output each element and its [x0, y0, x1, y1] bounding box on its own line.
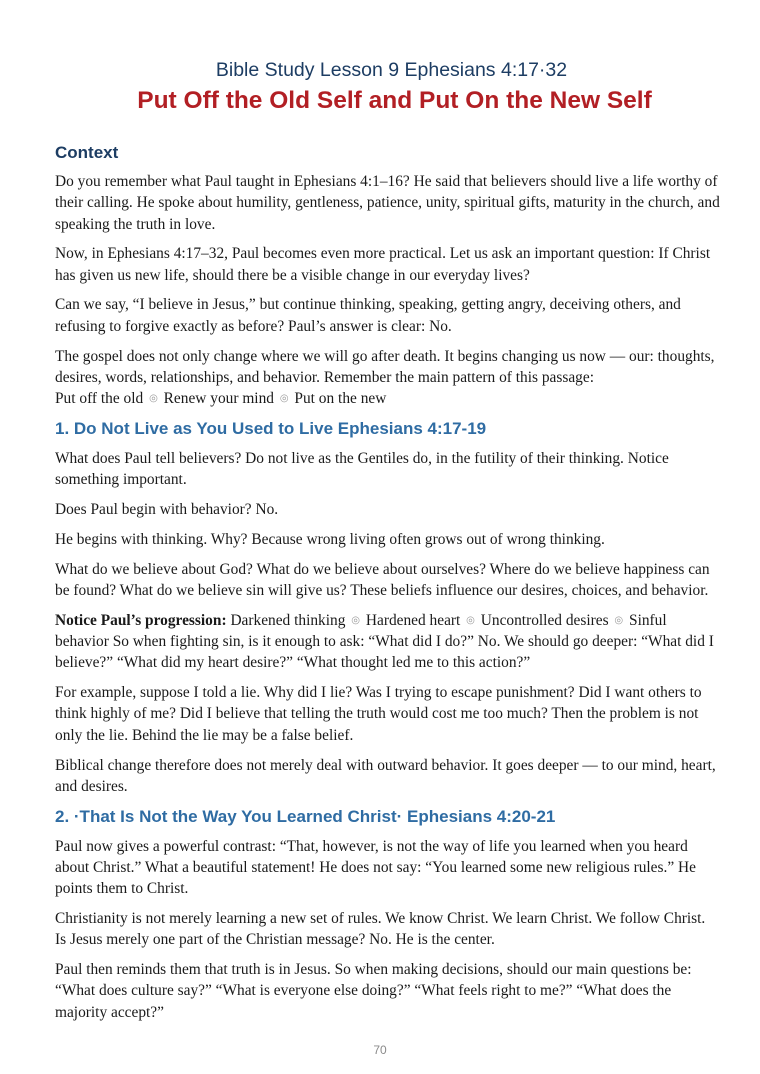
- context-paragraph-2: Now, in Ephesians 4:17–32, Paul becomes even more practical. Let us ask an important question: If Christ has given us new life, should there be a visible change in our everyday lives?: [55, 245, 711, 284]
- pattern-item-2: Renew your mind: [163, 390, 274, 408]
- section-1-paragraph-6: Biblical change therefore does not merely deal with outward behavior. It goes deeper — to our mind, heart, and desires.: [55, 756, 716, 795]
- section-1-heading: 1. Do Not Live as You Used to Live Ephesians 4:17-19: [55, 418, 487, 438]
- bullet-circle-icon: ◎: [149, 393, 158, 405]
- section-1-paragraph-1: What does Paul tell believers? Do not live as the Gentiles do, in the futility of their thinking. Notice something important.: [55, 449, 669, 489]
- section-1-paragraph-4: What do we believe about God? What do we believe about ourselves? Where do we believe happiness can be found? What do we believe sin will give us? These beliefs influence our desires, choices, and behavior.: [55, 560, 710, 599]
- section-1-paragraph-3: He begins with thinking. Why? Because wrong living often grows out of wrong thinking.: [55, 530, 605, 548]
- progression-step-2: Hardened heart: [365, 611, 461, 629]
- section-2-paragraph-2: Christianity is not merely learning a new set of rules. We know Christ. We learn Christ. We follow Christ. Is Jesus merely one part of the Christian message? No. He is the center.: [55, 910, 706, 949]
- section-1-paragraph-2: Does Paul begin with behavior? No.: [55, 501, 279, 519]
- page-number: 70: [373, 1043, 387, 1057]
- section-1-paragraph-5: For example, suppose I told a lie. Why did I lie? Was I trying to escape punishment? Did I want others to think highly of me? Did I believe that telling the truth would cost me too much? Then the problem is not only the lie. Behind the lie may be a false belief.: [55, 684, 702, 744]
- progression-label: Notice Paul’s progression:: [55, 611, 227, 629]
- context-paragraph-4: [55, 346, 720, 410]
- document-header: [55, 57, 720, 117]
- pattern-item-3: Put on the new: [294, 390, 387, 408]
- bullet-circle-icon: ◎: [466, 614, 475, 626]
- progression-step-3: Uncontrolled desires: [480, 611, 609, 629]
- progression-rest: So when fighting sin, is it enough to ask: “What did I do?” No. We should go deeper: “What did I believe?” “What did my heart desire?” “What thought led me to this action?”: [55, 633, 714, 672]
- section-2-heading: 2. ·That Is Not the Way You Learned Christ· Ephesians 4:20-21: [55, 806, 556, 826]
- section-2-paragraph-3: Paul then reminds them that truth is in Jesus. So when making decisions, should our main questions be: “What does culture say?” “What is everyone else doing?” “What feels right to me?” “What does the majority accept?”: [55, 961, 692, 1021]
- context-paragraph-4-text: The gospel does not only change where we will go after death. It begins changing us now — our: thoughts, desires, words, relationships, and behavior. Remember the main pattern of this passage:: [55, 347, 715, 386]
- lesson-subtitle: Bible Study Lesson 9 Ephesians 4:17·32: [215, 59, 568, 81]
- context-paragraph-3: Can we say, “I believe in Jesus,” but continue thinking, speaking, getting angry, deceiving others, and refusing to forgive exactly as before? Paul’s answer is clear: No.: [55, 296, 681, 335]
- context-heading: Context: [55, 143, 119, 162]
- progression-step-4: Sinful behavior: [55, 611, 667, 651]
- bullet-circle-icon: ◎: [279, 393, 289, 405]
- context-paragraph-1: Do you remember what Paul taught in Ephesians 4:1–16? He said that believers should live a life worthy of their calling. He spoke about humility, gentleness, patience, unity, spiritual gifts, maturity in the church, and speaking the truth in love.: [55, 173, 720, 233]
- page-title: Put Off the Old Self and Put On the New Self: [137, 87, 652, 114]
- pattern-item-1: Put off the old: [55, 390, 144, 408]
- section-1-progression: [55, 610, 720, 674]
- progression-step-1: Darkened thinking: [230, 611, 346, 629]
- section-2-paragraph-1: Paul now gives a powerful contrast: “That, however, is not the way of life you learned when you heard about Christ.” What a beautiful statement! He does not say: “You learned some new religious rules.” He points them to Christ.: [55, 837, 696, 898]
- bullet-circle-icon: ◎: [351, 614, 361, 626]
- bullet-circle-icon: ◎: [614, 614, 624, 626]
